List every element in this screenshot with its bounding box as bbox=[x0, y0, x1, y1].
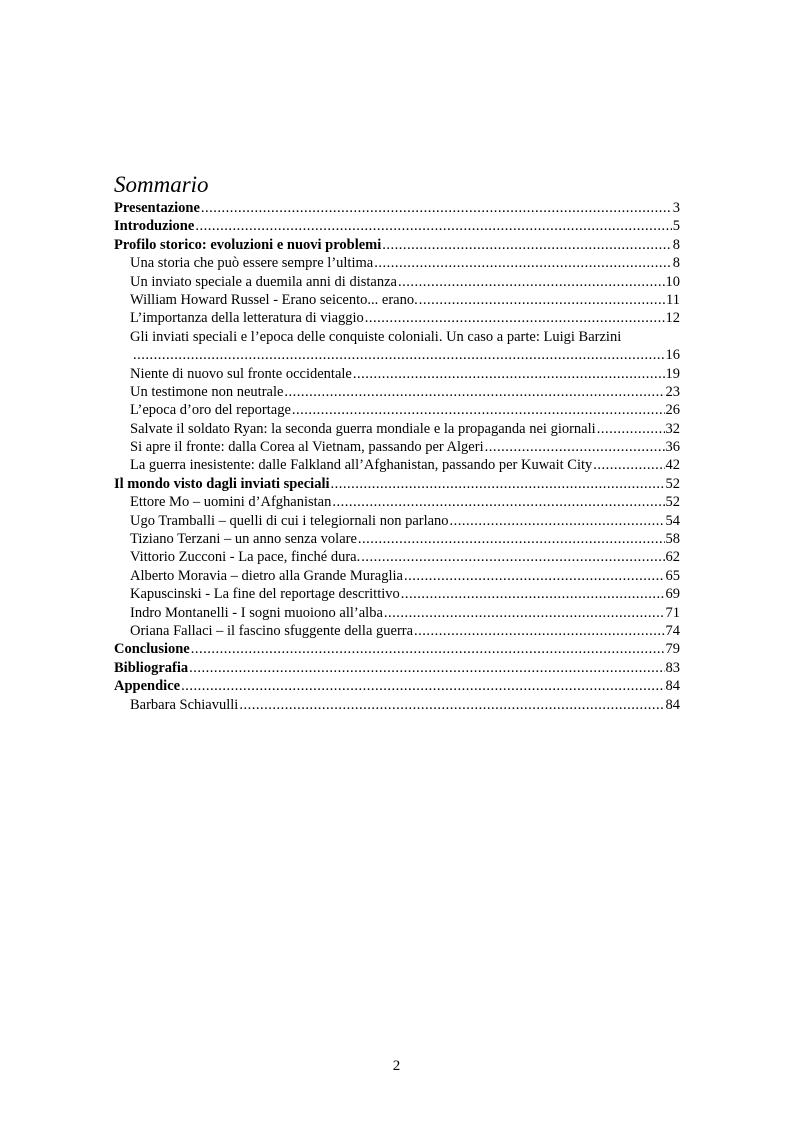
toc-entry-page: 26 bbox=[665, 402, 680, 419]
toc-entry-page: 69 bbox=[665, 586, 680, 603]
toc-subentry[interactable] bbox=[114, 291, 680, 309]
toc-subentry[interactable] bbox=[114, 548, 680, 566]
toc-entry-text: Introduzione bbox=[114, 218, 195, 235]
toc-subentry[interactable] bbox=[114, 438, 680, 456]
toc-entry-profilo-storico[interactable] bbox=[114, 236, 680, 254]
toc-entry-page: 36 bbox=[665, 439, 680, 456]
dot-leader bbox=[284, 383, 664, 401]
toc-subentry[interactable] bbox=[114, 273, 680, 291]
dot-leader bbox=[384, 604, 665, 622]
toc-entry-text: Profilo storico: evoluzioni e nuovi problemi bbox=[114, 236, 382, 253]
toc-entry-appendice[interactable] bbox=[114, 677, 680, 695]
toc-entry-introduzione[interactable] bbox=[114, 217, 680, 235]
toc-entry-text: Gli inviati speciali e l’epoca delle conquiste coloniali. Un caso a parte: Luigi Barzini bbox=[130, 328, 622, 345]
dot-leader bbox=[593, 456, 664, 474]
toc-entry-page: 5 bbox=[672, 218, 680, 235]
dot-leader bbox=[201, 199, 672, 217]
toc-entry-text: Niente di nuovo sul fronte occidentale bbox=[130, 365, 352, 382]
dot-leader bbox=[181, 677, 664, 695]
toc-entry-page: 19 bbox=[665, 365, 680, 382]
toc-entry-text: Presentazione bbox=[114, 200, 200, 216]
toc-entry-page: 52 bbox=[665, 494, 680, 511]
toc-entry-page: 84 bbox=[665, 678, 680, 695]
dot-leader bbox=[404, 567, 665, 585]
toc-entry-page: 10 bbox=[665, 273, 680, 290]
toc-subentry[interactable] bbox=[114, 309, 680, 327]
toc-subentry[interactable] bbox=[114, 456, 680, 474]
toc-entry-page: 32 bbox=[665, 420, 680, 437]
dot-leader bbox=[365, 309, 665, 327]
toc-subentry-wrapped[interactable] bbox=[114, 328, 680, 365]
dot-leader bbox=[191, 640, 665, 658]
toc-subentry[interactable] bbox=[114, 567, 680, 585]
toc-entry-text: Vittorio Zucconi - La pace, finché dura. bbox=[130, 549, 361, 566]
toc-entry-text: Ettore Mo – uomini d’Afghanistan bbox=[130, 494, 332, 511]
toc-entry-text: Alberto Moravia – dietro alla Grande Muraglia bbox=[130, 567, 403, 584]
toc-entry-page: 23 bbox=[665, 383, 680, 400]
dot-leader bbox=[374, 254, 672, 272]
toc-entry-text: La guerra inesistente: dalle Falkland all’Afghanistan, passando per Kuwait City bbox=[130, 457, 593, 474]
toc-entry-page: 79 bbox=[665, 641, 680, 658]
dot-leader bbox=[401, 585, 665, 603]
dot-leader bbox=[398, 273, 665, 291]
toc-entry-page: 71 bbox=[665, 604, 680, 621]
toc-subentry[interactable] bbox=[114, 401, 680, 419]
toc-subentry[interactable] bbox=[114, 493, 680, 511]
toc-entry-page: 83 bbox=[665, 659, 680, 676]
toc-entry-conclusione[interactable] bbox=[114, 640, 680, 658]
toc-entry-text: Una storia che può essere sempre l’ultima bbox=[130, 255, 374, 272]
toc-title: Sommario bbox=[114, 172, 209, 197]
toc-entry-page: 65 bbox=[665, 567, 680, 584]
toc-subentry[interactable] bbox=[114, 254, 680, 272]
dot-leader bbox=[361, 548, 664, 566]
dot-leader bbox=[358, 530, 665, 548]
toc-entry-page: 12 bbox=[665, 310, 680, 327]
toc-subentry[interactable] bbox=[114, 604, 680, 622]
toc-entry-text: Tiziano Terzani – un anno senza volare bbox=[130, 531, 357, 548]
dot-leader bbox=[597, 420, 665, 438]
toc-entry-page: 74 bbox=[665, 622, 680, 639]
toc-subentry[interactable] bbox=[114, 622, 680, 640]
toc-subentry[interactable] bbox=[114, 512, 680, 530]
toc-subentry[interactable] bbox=[114, 530, 680, 548]
toc-entry-bibliografia[interactable] bbox=[114, 659, 680, 677]
page-number: 2 bbox=[392, 1058, 401, 1074]
toc-subentry[interactable] bbox=[114, 365, 680, 383]
toc-entry-page: 42 bbox=[665, 457, 680, 474]
toc-entry-text: Bibliografia bbox=[114, 659, 189, 676]
toc-entry-text: Un inviato speciale a duemila anni di distanza bbox=[130, 273, 397, 290]
toc-entry-page: 8 bbox=[672, 255, 680, 272]
toc-entry-il-mondo-visto[interactable] bbox=[114, 475, 680, 493]
dot-leader bbox=[382, 236, 671, 254]
dot-leader bbox=[450, 512, 665, 530]
dot-leader bbox=[195, 217, 671, 235]
toc-entry-page: 52 bbox=[665, 475, 680, 492]
toc-entry-text: Ugo Tramballi – quelli di cui i telegiornali non parlano bbox=[130, 512, 449, 529]
dot-leader bbox=[419, 291, 665, 309]
toc-entry-page: 58 bbox=[665, 531, 680, 548]
dot-leader bbox=[414, 622, 664, 640]
toc-entry-text: Un testimone non neutrale bbox=[130, 383, 284, 400]
toc-entry-text: Indro Montanelli - I sogni muoiono all’alba bbox=[130, 604, 383, 621]
dot-leader bbox=[133, 346, 665, 364]
toc-entry-text: Conclusione bbox=[114, 641, 190, 658]
dot-leader bbox=[332, 493, 664, 511]
dot-leader bbox=[239, 696, 664, 714]
toc-entry-page: 54 bbox=[665, 512, 680, 529]
toc-entry-text: Si apre il fronte: dalla Corea al Vietnam, passando per Algeri bbox=[130, 439, 484, 456]
toc-entry-text: William Howard Russel - Erano seicento... erano. bbox=[130, 291, 418, 308]
dot-leader bbox=[292, 401, 665, 419]
toc-subentry[interactable] bbox=[114, 696, 680, 714]
toc-entry-text: L’importanza della letteratura di viaggio bbox=[130, 310, 364, 327]
dot-leader bbox=[331, 475, 665, 493]
toc-entry-text: L’epoca d’oro del reportage bbox=[130, 402, 291, 419]
toc-entry-presentazione[interactable] bbox=[114, 199, 680, 217]
dot-leader bbox=[353, 365, 665, 383]
toc-subentry[interactable] bbox=[114, 383, 680, 401]
toc-entry-page: 3 bbox=[672, 200, 680, 216]
toc-entry-text: Il mondo visto dagli inviati speciali bbox=[114, 475, 330, 492]
dot-leader bbox=[485, 438, 665, 456]
table-of-contents bbox=[114, 199, 680, 714]
toc-entry-page: 16 bbox=[665, 347, 680, 364]
toc-subentry[interactable] bbox=[114, 420, 680, 438]
toc-entry-text: Salvate il soldato Ryan: la seconda guerra mondiale e la propaganda nei giornali bbox=[130, 420, 596, 437]
toc-entry-text: Barbara Schiavulli bbox=[130, 696, 239, 713]
toc-entry-text: Appendice bbox=[114, 678, 181, 695]
toc-entry-text: Oriana Fallaci – il fascino sfuggente della guerra bbox=[130, 622, 414, 639]
toc-entry-page: 84 bbox=[665, 696, 680, 713]
dot-leader bbox=[189, 659, 664, 677]
toc-entry-page: 62 bbox=[665, 549, 680, 566]
toc-entry-page: 8 bbox=[672, 236, 680, 253]
toc-subentry[interactable] bbox=[114, 585, 680, 603]
toc-entry-text: Kapuscinski - La fine del reportage descrittivo bbox=[130, 586, 400, 603]
toc-entry-page: 11 bbox=[666, 291, 680, 308]
